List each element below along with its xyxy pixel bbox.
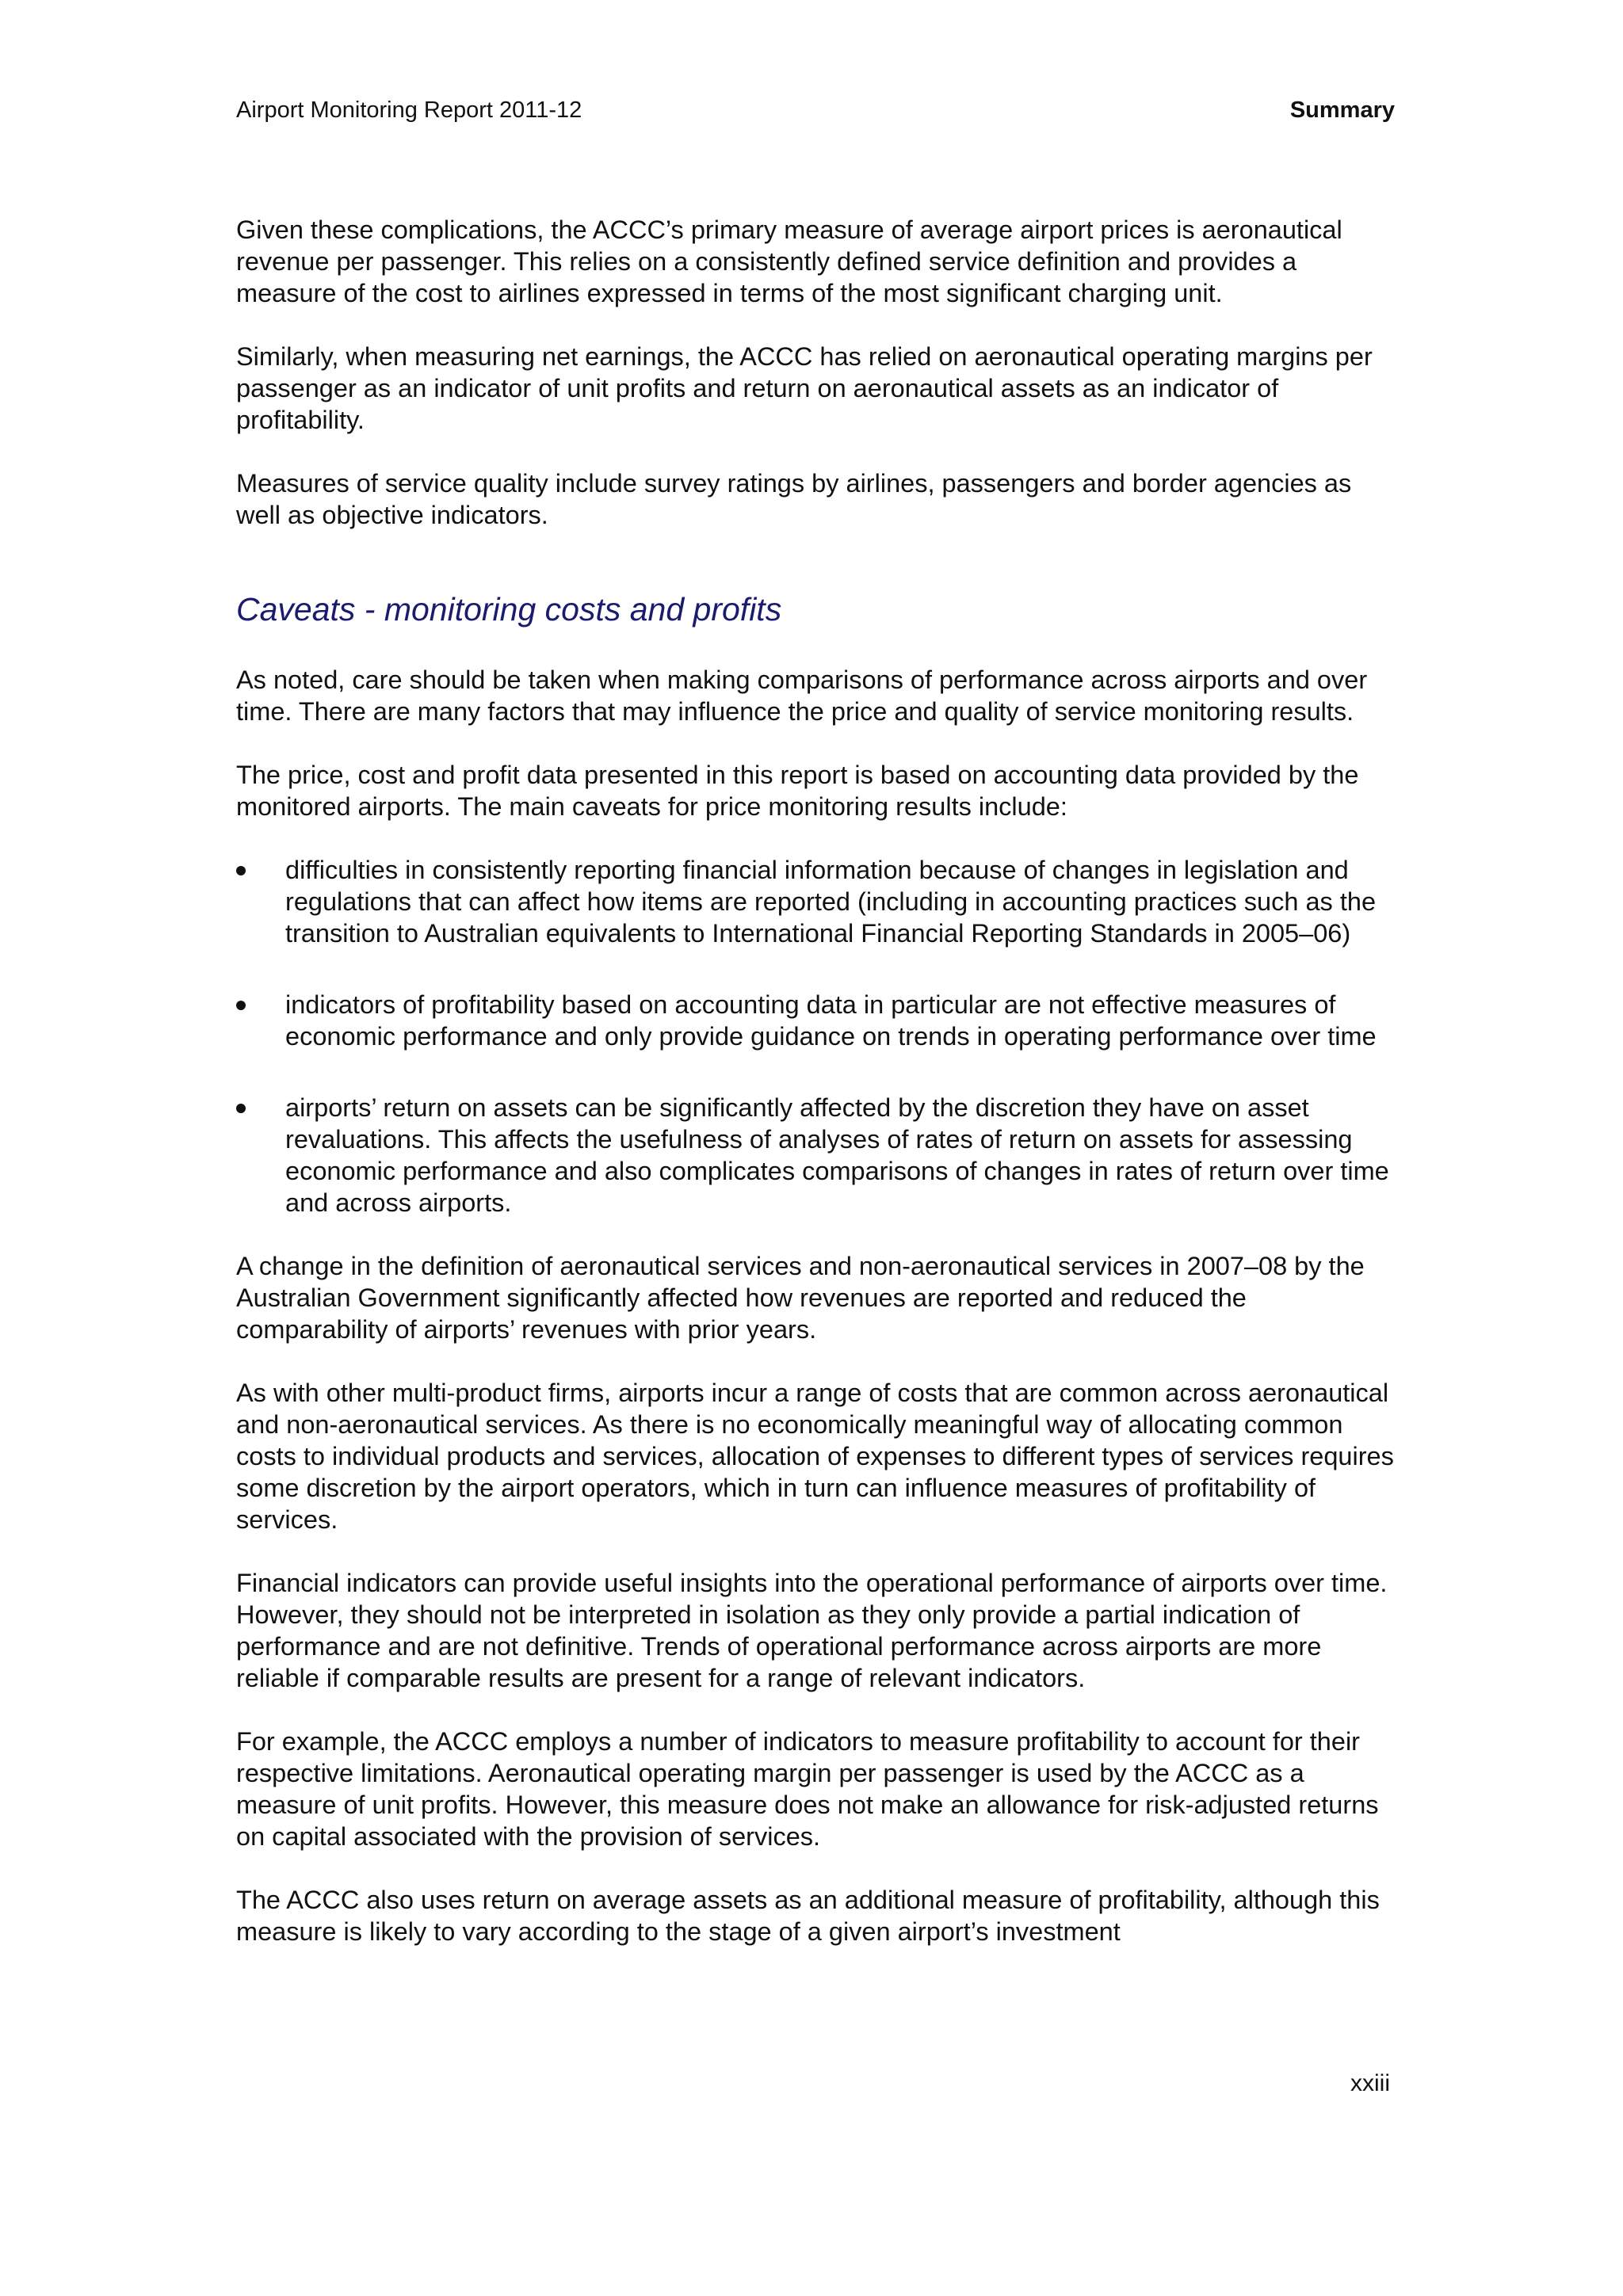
body-text — [236, 214, 1395, 1947]
report-title: Airport Monitoring Report 2011-12 — [236, 97, 582, 123]
list-item-text: indicators of profitability based on accounting data in particular are not effective measures of economic performance and only provide guidance on trends in operating performance over time — [285, 990, 1377, 1051]
paragraph: For example, the ACCC employs a number of indicators to measure profitability to account for their respective limitations. Aeronautical operating margin per passenger is used by the ACCC as a measure of unit profits. However, this measure does not make an allowance for risk-adjusted returns on capital associated with the provision of services. — [236, 1727, 1379, 1851]
bullet-icon — [236, 1001, 246, 1010]
list-item-text: airports’ return on assets can be significantly affected by the discretion they have on asset revaluations. This affects the usefulness of analyses of rates of return on assets for assessing economic performance and also complicates comparisons of changes in rates of return over time and across airports. — [285, 1093, 1389, 1217]
page-number: xxiii — [1350, 2070, 1390, 2096]
list-item — [236, 854, 1395, 949]
paragraph: The price, cost and profit data presented in this report is based on accounting data provided by the monitored airports. The main caveats for price monitoring results include: — [236, 761, 1359, 821]
list-item — [236, 989, 1395, 1052]
paragraph: Measures of service quality include survey ratings by airlines, passengers and border agencies as well as objective indicators. — [236, 469, 1352, 529]
running-header — [236, 93, 1395, 127]
bullet-icon — [236, 866, 246, 875]
paragraph: Similarly, when measuring net earnings, the ACCC has relied on aeronautical operating margins per passenger as an indicator of unit profits and return on aeronautical assets as an indicator of profitability. — [236, 342, 1373, 434]
section-name: Summary — [1289, 97, 1395, 123]
list-item — [236, 1092, 1395, 1219]
bullet-icon — [236, 1104, 246, 1113]
list-item-text: difficulties in consistently reporting financial information because of changes in legislation and regulations that can affect how items are reported (including in accounting practices such as the transition to Australian equivalents to International Financial Reporting Standards in 2005–06) — [285, 856, 1377, 948]
paragraph: Financial indicators can provide useful insights into the operational performance of airports over time. However, they should not be interpreted in isolation as they only provide a partial indication of performance and are not definitive. Trends of operational performance across airports are more reliable if comparable results are present for a range of relevant indicators. — [236, 1569, 1388, 1692]
section-heading: Caveats - monitoring costs and profits — [236, 591, 782, 627]
document-page — [236, 93, 1395, 1979]
paragraph: Given these complications, the ACCC’s primary measure of average airport prices is aeronautical revenue per passenger. This relies on a consistently defined service definition and provides a measure of the cost to airlines expressed in terms of the most significant charging unit. — [236, 215, 1342, 307]
paragraph: A change in the definition of aeronautical services and non-aeronautical services in 2007–08 by the Australian Government significantly affected how revenues are reported and reduced the comparability of airports’ revenues with prior years. — [236, 1252, 1365, 1344]
paragraph: The ACCC also uses return on average assets as an additional measure of profitability, although this measure is likely to vary according to the stage of a given airport’s investment — [236, 1886, 1380, 1946]
paragraph: As noted, care should be taken when making comparisons of performance across airports and over time. There are many factors that may influence the price and quality of service monitoring results. — [236, 666, 1368, 726]
caveats-list — [236, 854, 1395, 1219]
paragraph: As with other multi-product firms, airports incur a range of costs that are common across aeronautical and non-aeronautical services. As there is no economically meaningful way of allocating common costs to individual products and services, allocation of expenses to different types of services requires some discretion by the airport operators, which in turn can influence measures of profitability of services. — [236, 1379, 1394, 1534]
